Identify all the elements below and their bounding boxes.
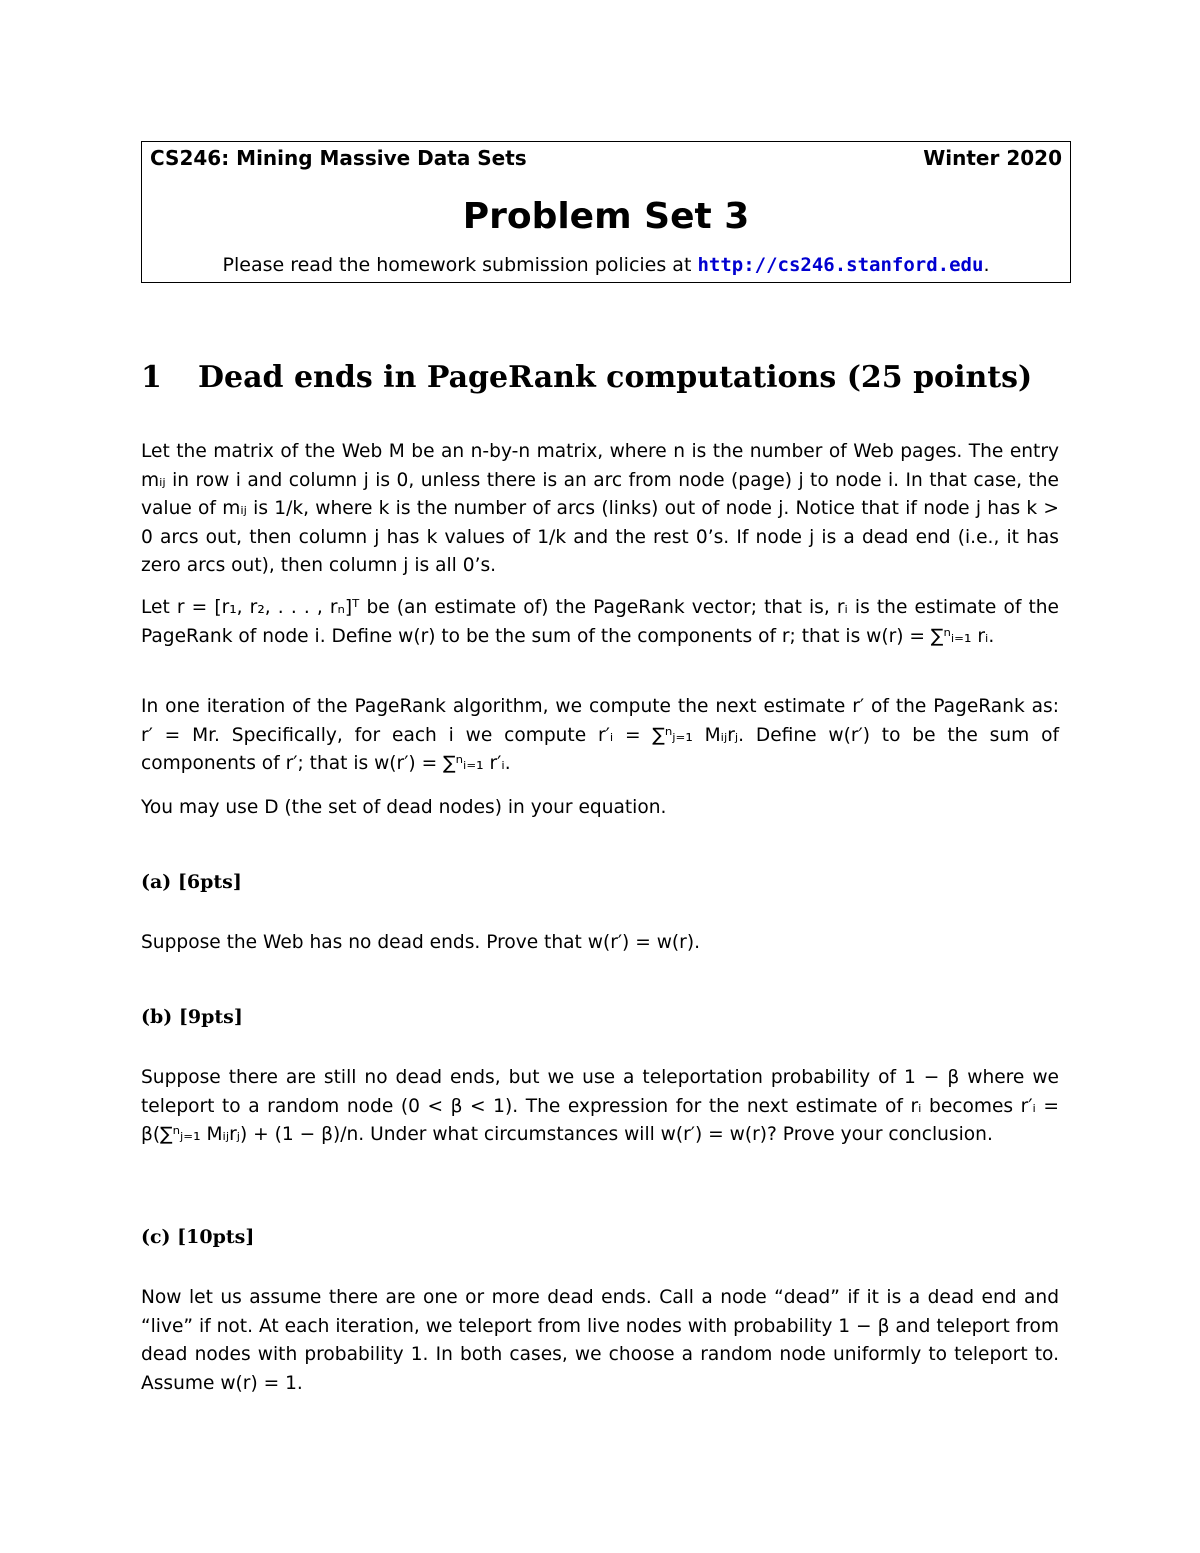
part-c-text: Now let us assume there are one or more dead ends. Call a node “dead” if it is a dead end and “live” if not. At each iteration, we teleport from live nodes with probability 1 − β and teleport from dead nodes with probability 1. In both cases, we choose a random node uniformly to teleport to. Assume w(r) = 1. bbox=[141, 1287, 1059, 1394]
policy-line bbox=[142, 254, 1070, 276]
intro-paragraph-1: Let the matrix of the Web M be an n-by-n matrix, where n is the number of Web pages. The entry mᵢⱼ in row i and column j is 0, unless there is an arc from node (page) j to node i. In that case, the value of mᵢⱼ is 1/k, where k is the number of arcs (links) out of node j. Notice that if node j has k > 0 arcs out, then column j has k values of 1/k and the rest 0’s. If node j is a dead end (i.e., it has zero arcs out), then column j is all 0’s. bbox=[141, 441, 1059, 576]
part-b-text: Suppose there are still no dead ends, but we use a teleportation probability of 1 − β where we teleport to a random node (0 < β < 1). The expression for the next estimate of rᵢ becomes r′ᵢ = β(∑ⁿⱼ₌₁ Mᵢⱼrⱼ) + (1 − β)/n. Under what circumstances will w(r′) = w(r)? Prove your conclusion. bbox=[141, 1067, 1059, 1145]
policy-period: . bbox=[983, 254, 990, 276]
page-title: Problem Set 3 bbox=[462, 196, 750, 237]
header-box bbox=[141, 141, 1071, 283]
part-b-label: (b) [9pts] bbox=[141, 1006, 243, 1028]
intro-paragraph-2: Let r = [r₁, r₂, . . . , rₙ]ᵀ be (an estimate of) the PageRank vector; that is, rᵢ is the estimate of the PageRank of node i. Define w(r) to be the sum of the components of r; that is w(r) = ∑ⁿᵢ₌₁ rᵢ. bbox=[141, 597, 1059, 647]
section-number: 1 bbox=[141, 360, 162, 395]
part-c-label: (c) [10pts] bbox=[141, 1226, 255, 1248]
policy-text: Please read the homework submission policies at bbox=[222, 254, 698, 276]
section-heading bbox=[141, 360, 1032, 395]
section-title: Dead ends in PageRank computations (25 points) bbox=[198, 360, 1033, 395]
course-website-link[interactable]: http://cs246.stanford.edu bbox=[697, 254, 984, 276]
part-a-text: Suppose the Web has no dead ends. Prove that w(r′) = w(r). bbox=[141, 932, 700, 953]
part-a-label: (a) [6pts] bbox=[141, 871, 242, 893]
term-label: Winter 2020 bbox=[923, 146, 1062, 170]
course-title: CS246: Mining Massive Data Sets bbox=[150, 146, 527, 170]
intro-paragraph-4: You may use D (the set of dead nodes) in your equation. bbox=[141, 797, 667, 818]
intro-paragraph-3: In one iteration of the PageRank algorithm, we compute the next estimate r′ of the PageRank as: r′ = Mr. Specifically, for each i we compute r′ᵢ = ∑ⁿⱼ₌₁ Mᵢⱼrⱼ. Define w(r′) to be the sum of components of r′; that is w(r′) = ∑ⁿᵢ₌₁ r′ᵢ. bbox=[141, 696, 1059, 774]
